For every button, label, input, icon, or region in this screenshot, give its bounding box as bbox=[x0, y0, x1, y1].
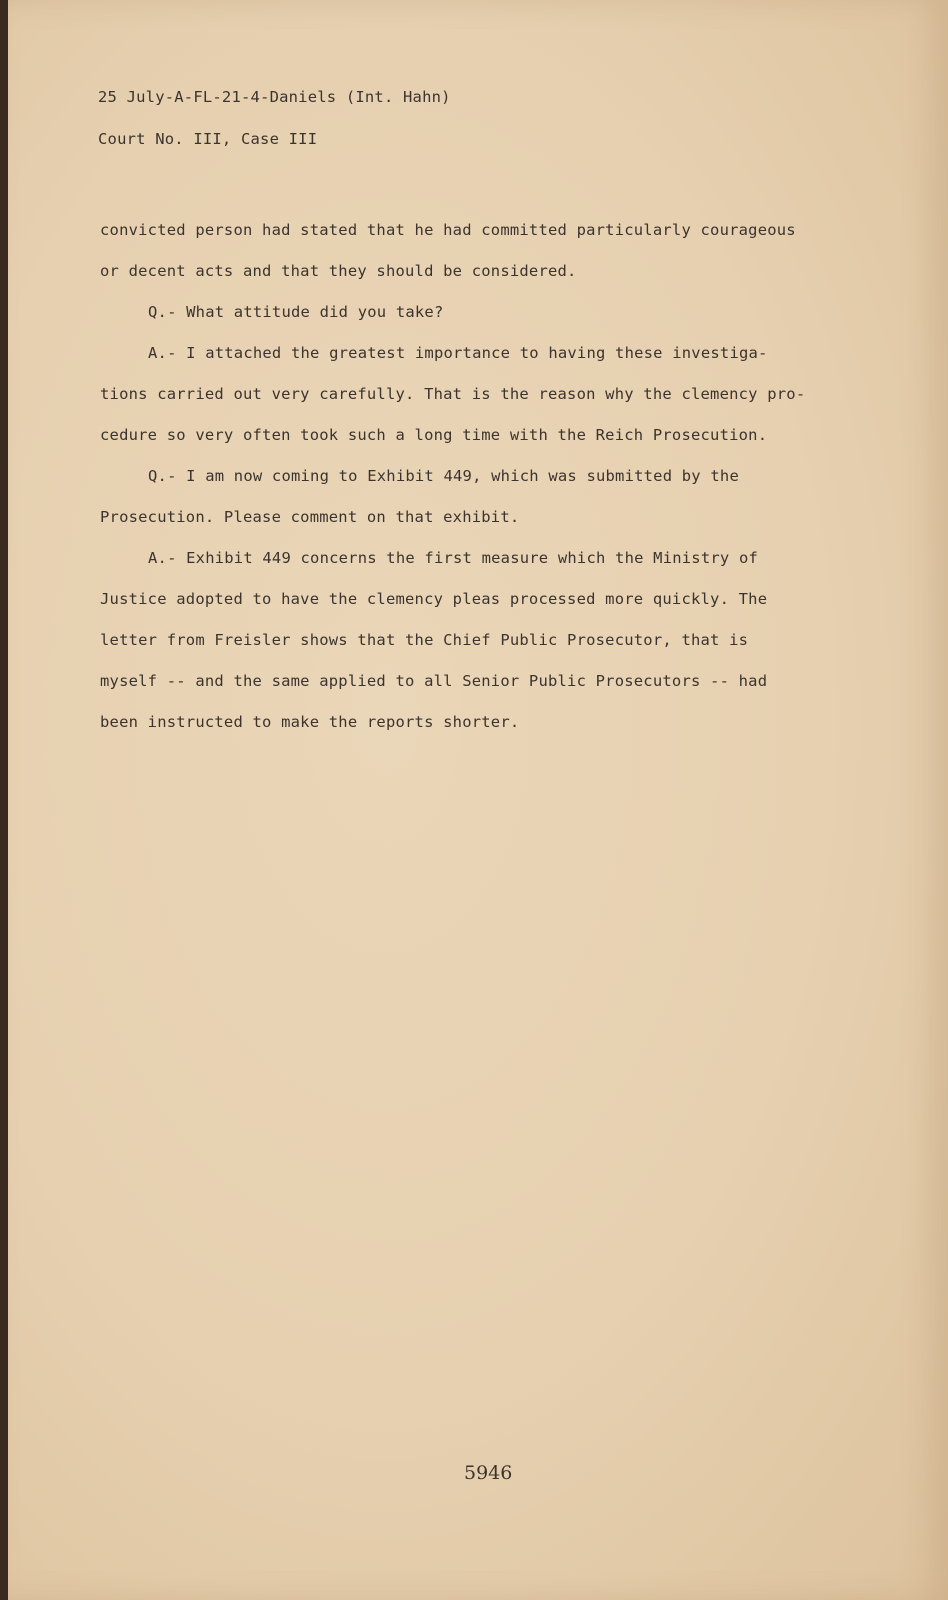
header-court-case: Court No. III, Case III bbox=[98, 130, 318, 148]
transcript-line: or decent acts and that they should be considered. bbox=[100, 262, 577, 280]
transcript-line: cedure so very often took such a long time with the Reich Prosecution. bbox=[100, 426, 768, 444]
transcript-line: tions carried out very carefully. That is the reason why the clemency pro- bbox=[100, 385, 806, 403]
page-edge bbox=[0, 0, 8, 1600]
transcript-line: Prosecution. Please comment on that exhibit. bbox=[100, 508, 520, 526]
header-case-reference: 25 July-A-FL-21-4-Daniels (Int. Hahn) bbox=[98, 88, 451, 106]
transcript-line: A.- I attached the greatest importance to having these investiga- bbox=[148, 344, 768, 362]
transcript-line: convicted person had stated that he had committed particularly courageous bbox=[100, 221, 796, 239]
transcript-line: letter from Freisler shows that the Chief Public Prosecutor, that is bbox=[100, 631, 749, 649]
transcript-line: Q.- I am now coming to Exhibit 449, which was submitted by the bbox=[148, 467, 739, 485]
transcript-body bbox=[100, 210, 860, 743]
page-number: 5946 bbox=[464, 1462, 513, 1484]
document-page bbox=[8, 0, 948, 1600]
transcript-line: Justice adopted to have the clemency pleas processed more quickly. The bbox=[100, 590, 768, 608]
transcript-line: A.- Exhibit 449 concerns the first measure which the Ministry of bbox=[148, 549, 759, 567]
transcript-line: myself -- and the same applied to all Senior Public Prosecutors -- had bbox=[100, 672, 768, 690]
transcript-line: been instructed to make the reports shorter. bbox=[100, 713, 520, 731]
transcript-line: Q.- What attitude did you take? bbox=[148, 303, 444, 321]
